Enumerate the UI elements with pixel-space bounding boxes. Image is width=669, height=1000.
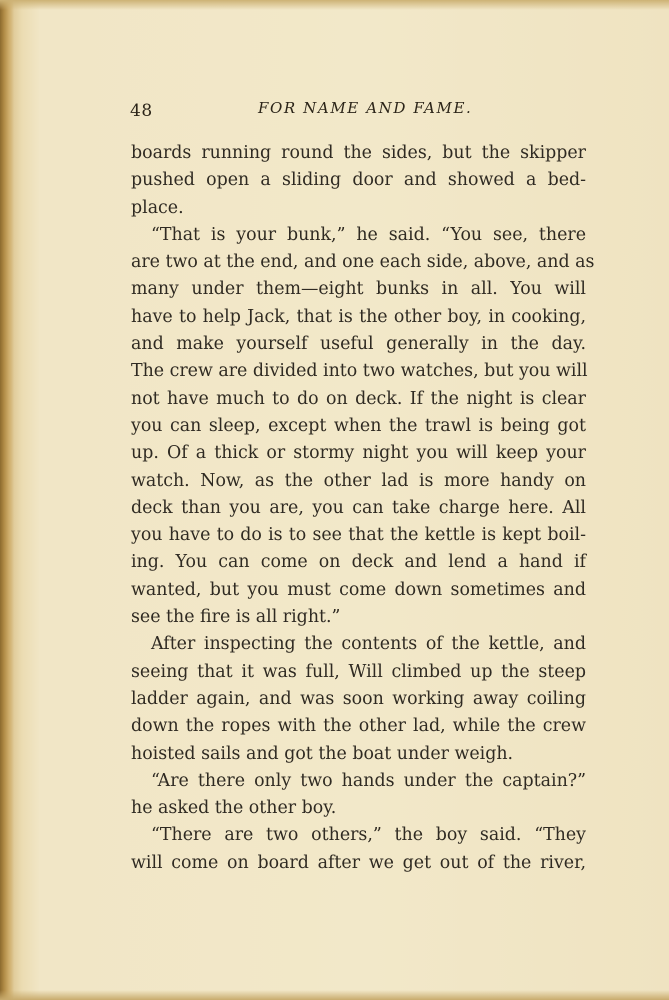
text-line: The crew are divided into two watches, but you will [131, 361, 588, 382]
text-line: “Are there only two hands under the captain?” [151, 770, 586, 791]
running-head [130, 97, 590, 123]
page-bottom-edge [0, 990, 669, 1000]
text-line: pushed open a sliding door and showed a bed- [131, 170, 586, 191]
text-line: many under them—eight bunks in all. You will [131, 279, 586, 300]
text-line: wanted, but you must come down sometimes and [131, 579, 586, 600]
text-line: he asked the other boy. [131, 798, 337, 819]
text-line: have to help Jack, that is the other boy, in cooking, [131, 306, 586, 327]
text-line: up. Of a thick or stormy night you will keep your [131, 443, 586, 464]
text-line: hoisted sails and got the boat under weigh. [131, 743, 514, 764]
text-line: will come on board after we get out of the river, [131, 852, 586, 873]
text-line: you can sleep, except when the trawl is being got [131, 415, 586, 436]
text-line: “That is your bunk,” he said. “You see, there [151, 224, 586, 245]
running-title: FOR NAME AND FAME. [258, 99, 473, 117]
text-line: down the ropes with the other lad, while the crew [131, 716, 586, 737]
text-line: deck than you are, you can take charge here. All [131, 497, 586, 518]
page-number: 48 [130, 101, 153, 121]
text-line: After inspecting the contents of the kettle, and [151, 634, 586, 655]
text-line: watch. Now, as the other lad is more handy on [131, 470, 586, 491]
page-spine-shadow [0, 0, 14, 1000]
text-line: “There are two others,” the boy said. “They [151, 825, 586, 846]
text-line: are two at the end, and one each side, above, and as [131, 252, 595, 273]
text-line: seeing that it was full, Will climbed up the steep [131, 661, 586, 682]
text-line: you have to do is to see that the kettle is kept boil- [131, 525, 586, 546]
text-line: boards running round the sides, but the skipper [131, 143, 586, 163]
text-line: ing. You can come on deck and lend a hand if [131, 552, 586, 573]
page-top-edge [0, 0, 669, 10]
text-line: ladder again, and was soon working away coiling [131, 688, 586, 709]
text-line: not have much to do on deck. If the night is clear [131, 388, 586, 409]
text-line: place. [131, 197, 184, 218]
body-text [131, 140, 595, 877]
text-line: see the fire is all right.” [131, 607, 341, 628]
text-line: and make yourself useful generally in the day. [131, 334, 586, 355]
